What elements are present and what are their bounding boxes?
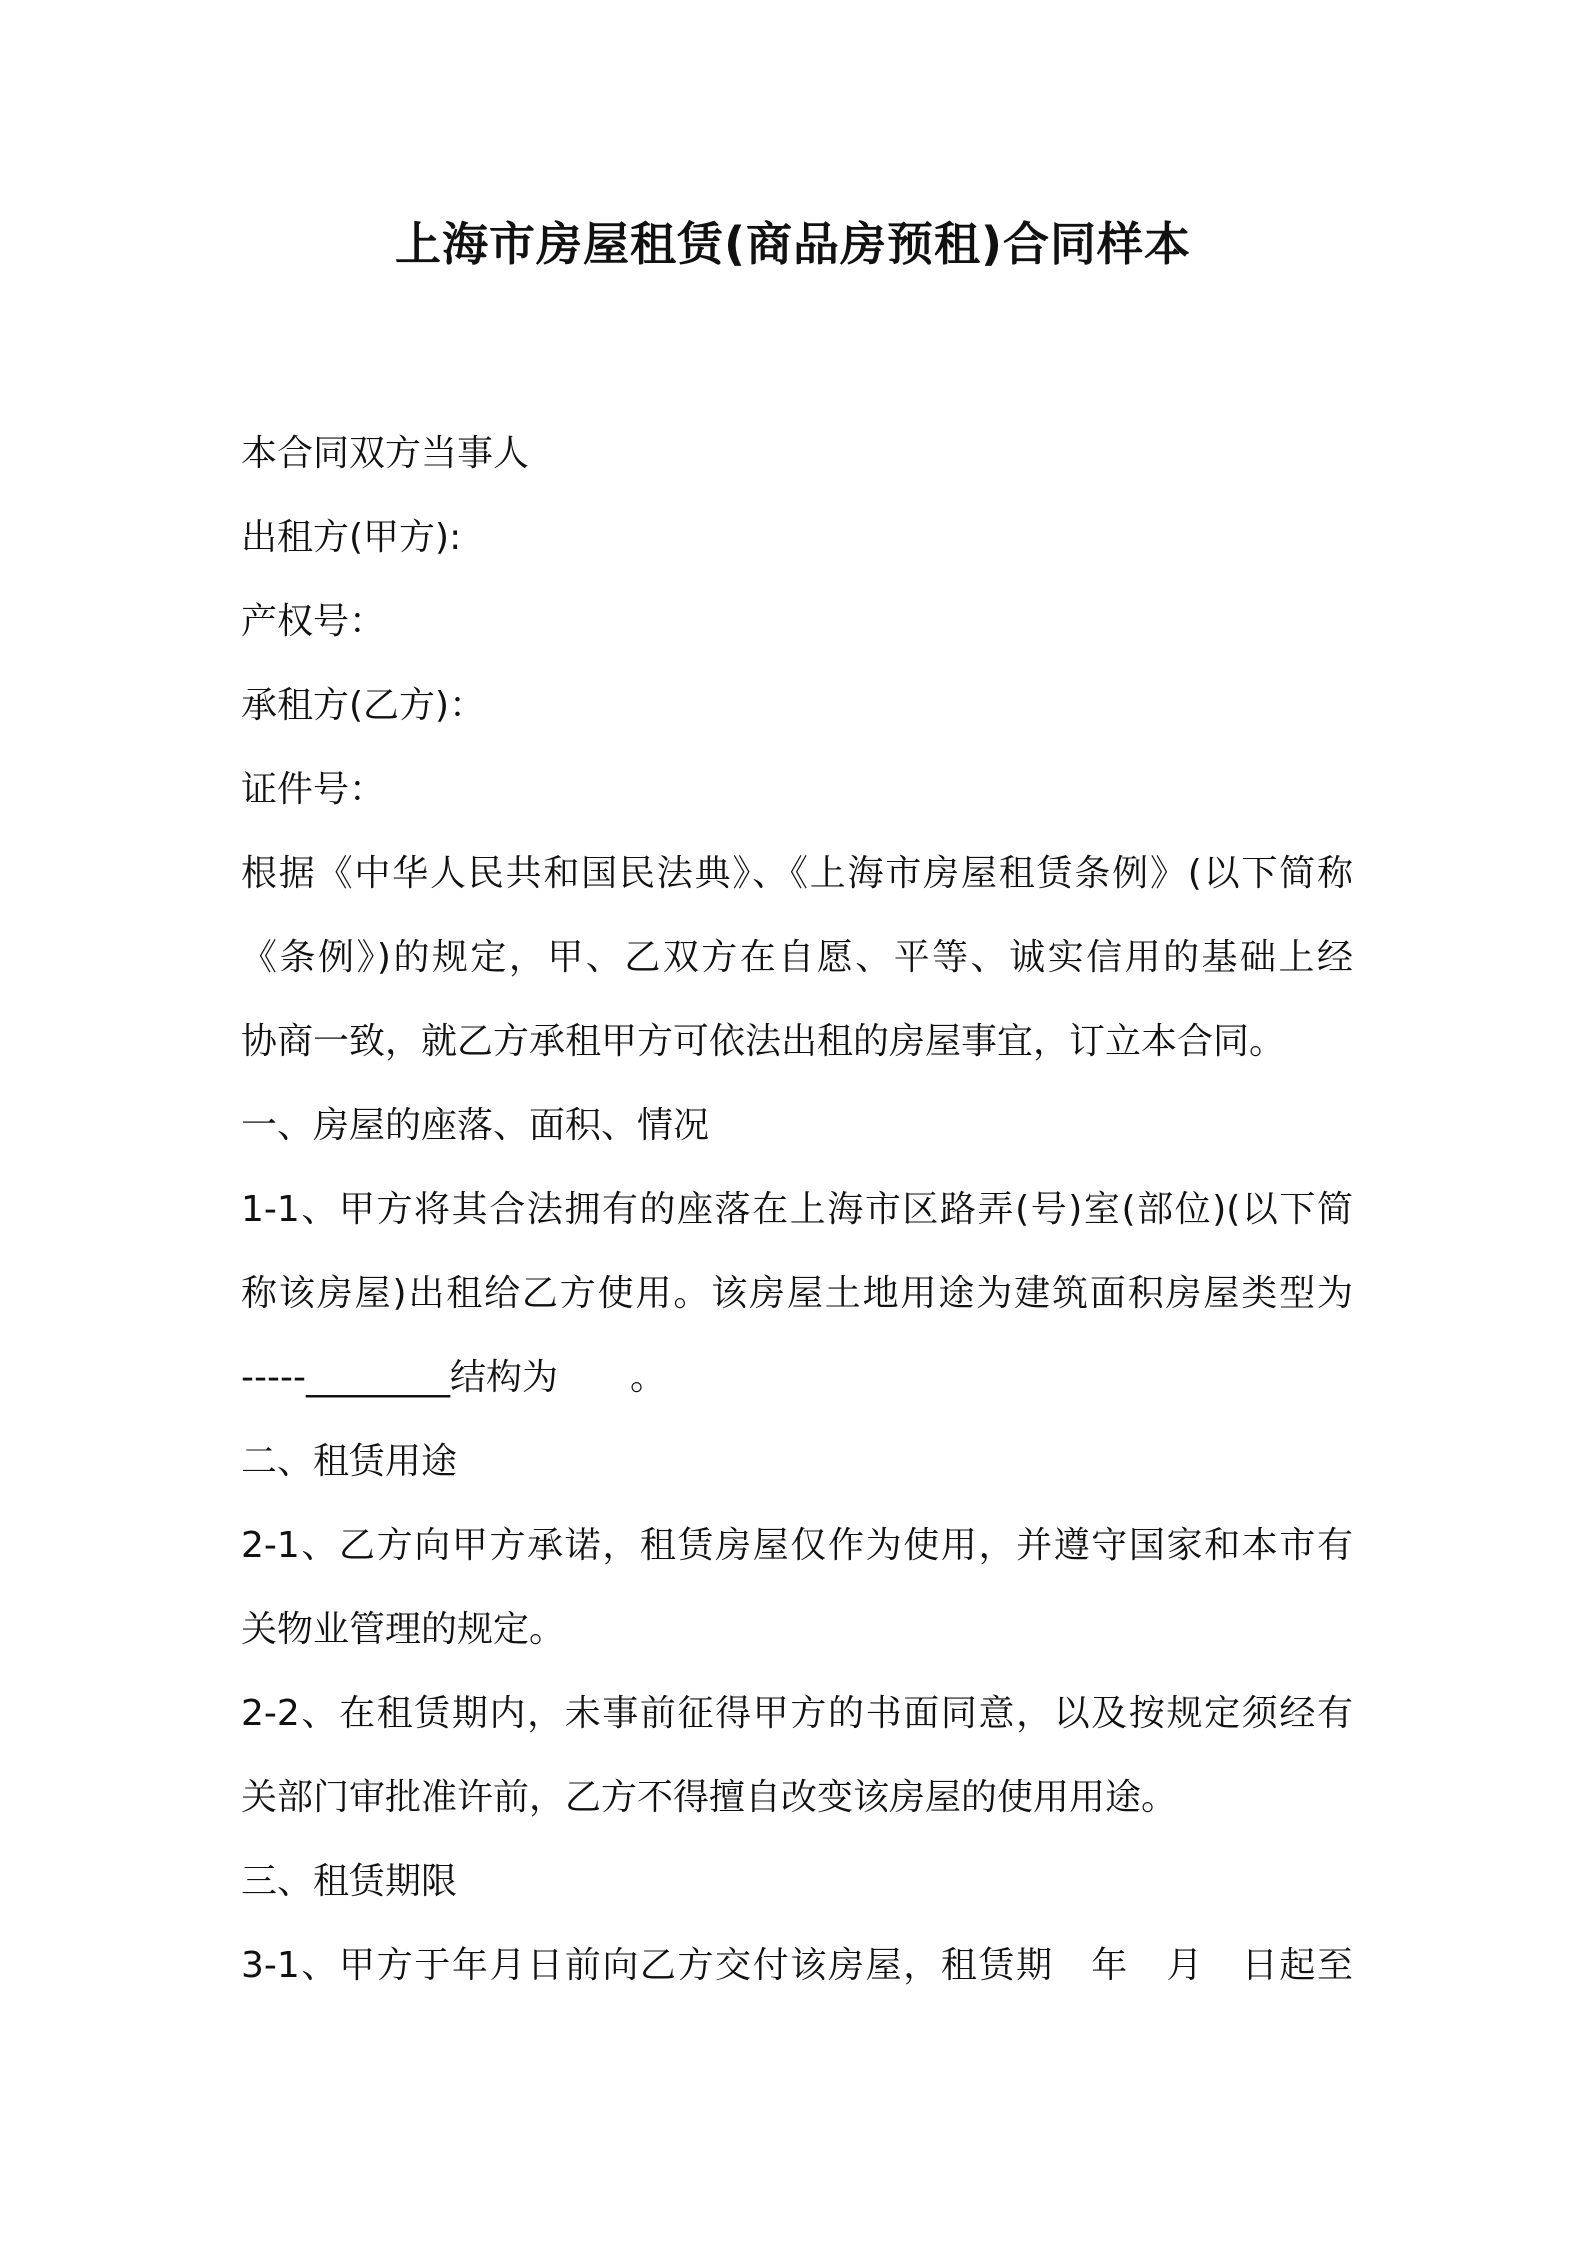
clause-2-1-line-1: 2-1、乙方向甲方承诺，租赁房屋仅作为使用，并遵守国家和本市有	[241, 1525, 1353, 1566]
clause-1-1-line-2: 称该房屋)出租给乙方使用。该房屋土地用途为建筑面积房屋类型为	[241, 1273, 1353, 1314]
clause-1-1-line-3: -----________结构为 。	[241, 1357, 666, 1398]
document-title: 上海市房屋租赁(商品房预租)合同样本	[394, 217, 1192, 271]
document-body	[241, 412, 1353, 2008]
section-1-heading: 一、房屋的座落、面积、情况	[241, 1105, 710, 1146]
clause-1-1-line-1: 1-1、甲方将其合法拥有的座落在上海市区路弄(号)室(部位)(以下简	[241, 1189, 1353, 1230]
parties-heading: 本合同双方当事人	[241, 433, 530, 474]
preamble-line-3: 协商一致，就乙方承租甲方可依法出租的房屋事宜，订立本合同。	[241, 1021, 1286, 1062]
preamble-line-1: 根据《中华人民共和国民法典》、《上海市房屋租赁条例》(以下简称	[241, 853, 1353, 894]
lessor-field: 出租方(甲方):	[241, 517, 462, 558]
clause-2-2-line-1: 2-2、在租赁期内，未事前征得甲方的书面同意，以及按规定须经有	[241, 1693, 1353, 1734]
section-3-heading: 三、租赁期限	[241, 1861, 458, 1902]
section-2-heading: 二、租赁用途	[241, 1441, 458, 1482]
lessee-field: 承租方(乙方)：	[241, 685, 486, 726]
clause-2-1-line-2: 关物业管理的规定。	[241, 1609, 566, 1650]
id-number-field: 证件号：	[241, 769, 386, 810]
property-right-number-field: 产权号：	[241, 601, 386, 642]
clause-3-1-line-1: 3-1、甲方于年月日前向乙方交付该房屋，租赁期 年 月 日起至	[241, 1945, 1353, 1986]
clause-2-2-line-2: 关部门审批准许前，乙方不得擅自改变该房屋的使用用途。	[241, 1777, 1178, 1818]
preamble-line-2: 《条例》)的规定，甲、乙双方在自愿、平等、诚实信用的基础上经	[241, 937, 1353, 978]
